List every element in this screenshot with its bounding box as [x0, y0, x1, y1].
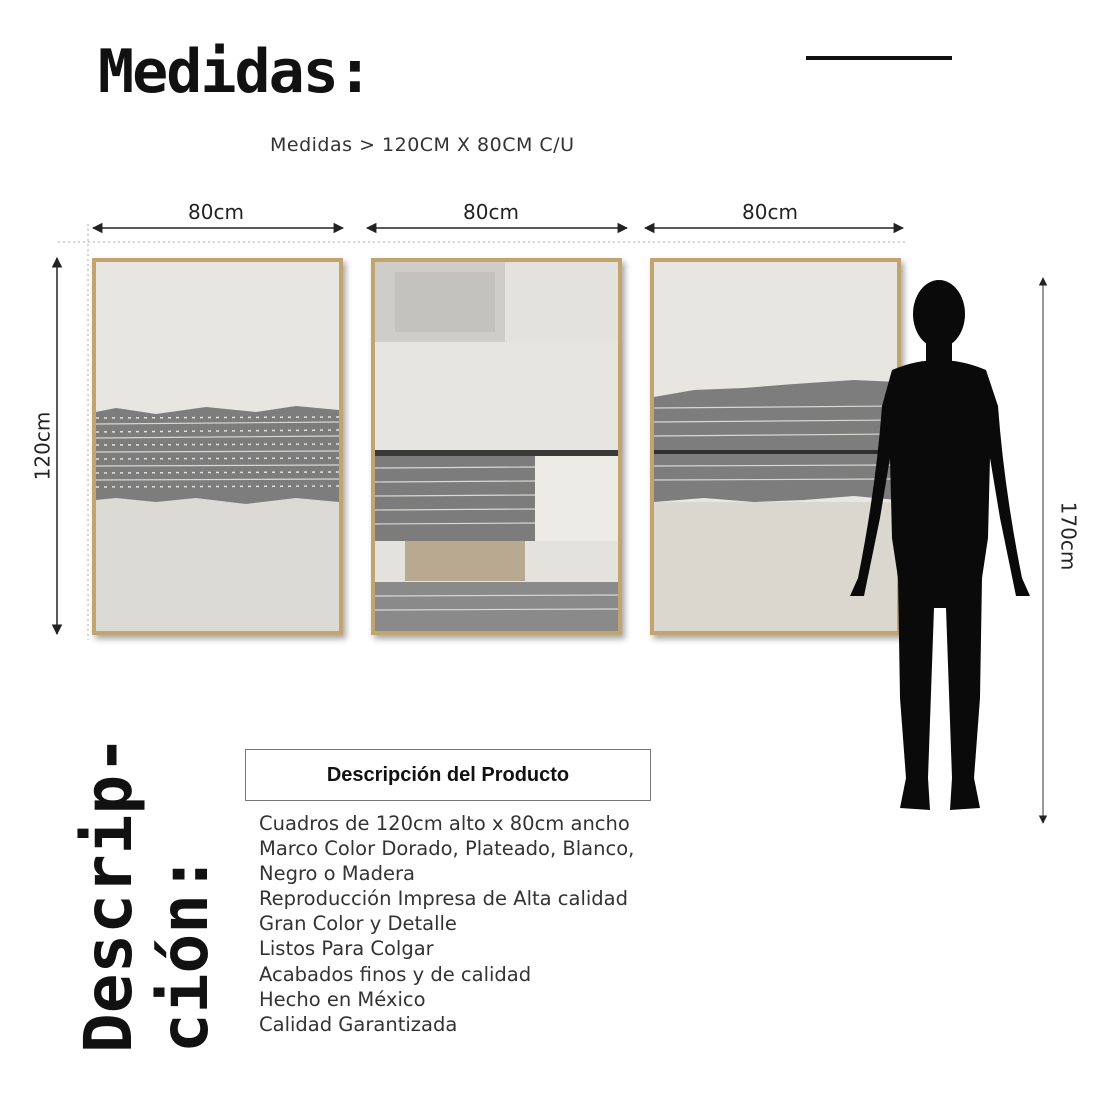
description-vertical-title-line2: ción:: [146, 854, 223, 1053]
art-panel-center: [371, 258, 622, 635]
description-header-box: [245, 749, 651, 801]
description-header-title: Descripción del Producto: [326, 763, 570, 786]
feature-item: Marco Color Dorado, Plateado, Blanco,: [259, 837, 635, 861]
art-panel-left: [92, 258, 343, 635]
person-silhouette-icon: [840, 278, 1040, 823]
feature-item: Reproducción Impresa de Alta calidad: [259, 887, 629, 911]
feature-item: Hecho en México: [259, 987, 426, 1011]
person-height-label: 170cm: [1056, 501, 1081, 571]
feature-item: Calidad Garantizada: [259, 1012, 458, 1036]
feature-item: Negro o Madera: [259, 862, 415, 886]
feature-item: Listos Para Colgar: [259, 937, 434, 961]
description-vertical-title-line1: Descrip-: [70, 735, 147, 1053]
feature-item: Gran Color y Detalle: [259, 912, 457, 936]
height-label: 120cm: [30, 411, 55, 481]
measurements-subtitle: Medidas > 120CM X 80CM C/U: [270, 134, 575, 156]
decorative-rule: [806, 56, 952, 60]
feature-item: Acabados finos y de calidad: [259, 962, 532, 986]
feature-item: Cuadros de 120cm alto x 80cm ancho: [259, 812, 630, 835]
page-title: Medidas:: [98, 37, 371, 107]
width-label-2: 80cm: [463, 200, 519, 224]
width-label-3: 80cm: [742, 200, 798, 224]
feature-list: [259, 811, 634, 1037]
width-label-1: 80cm: [188, 200, 244, 224]
